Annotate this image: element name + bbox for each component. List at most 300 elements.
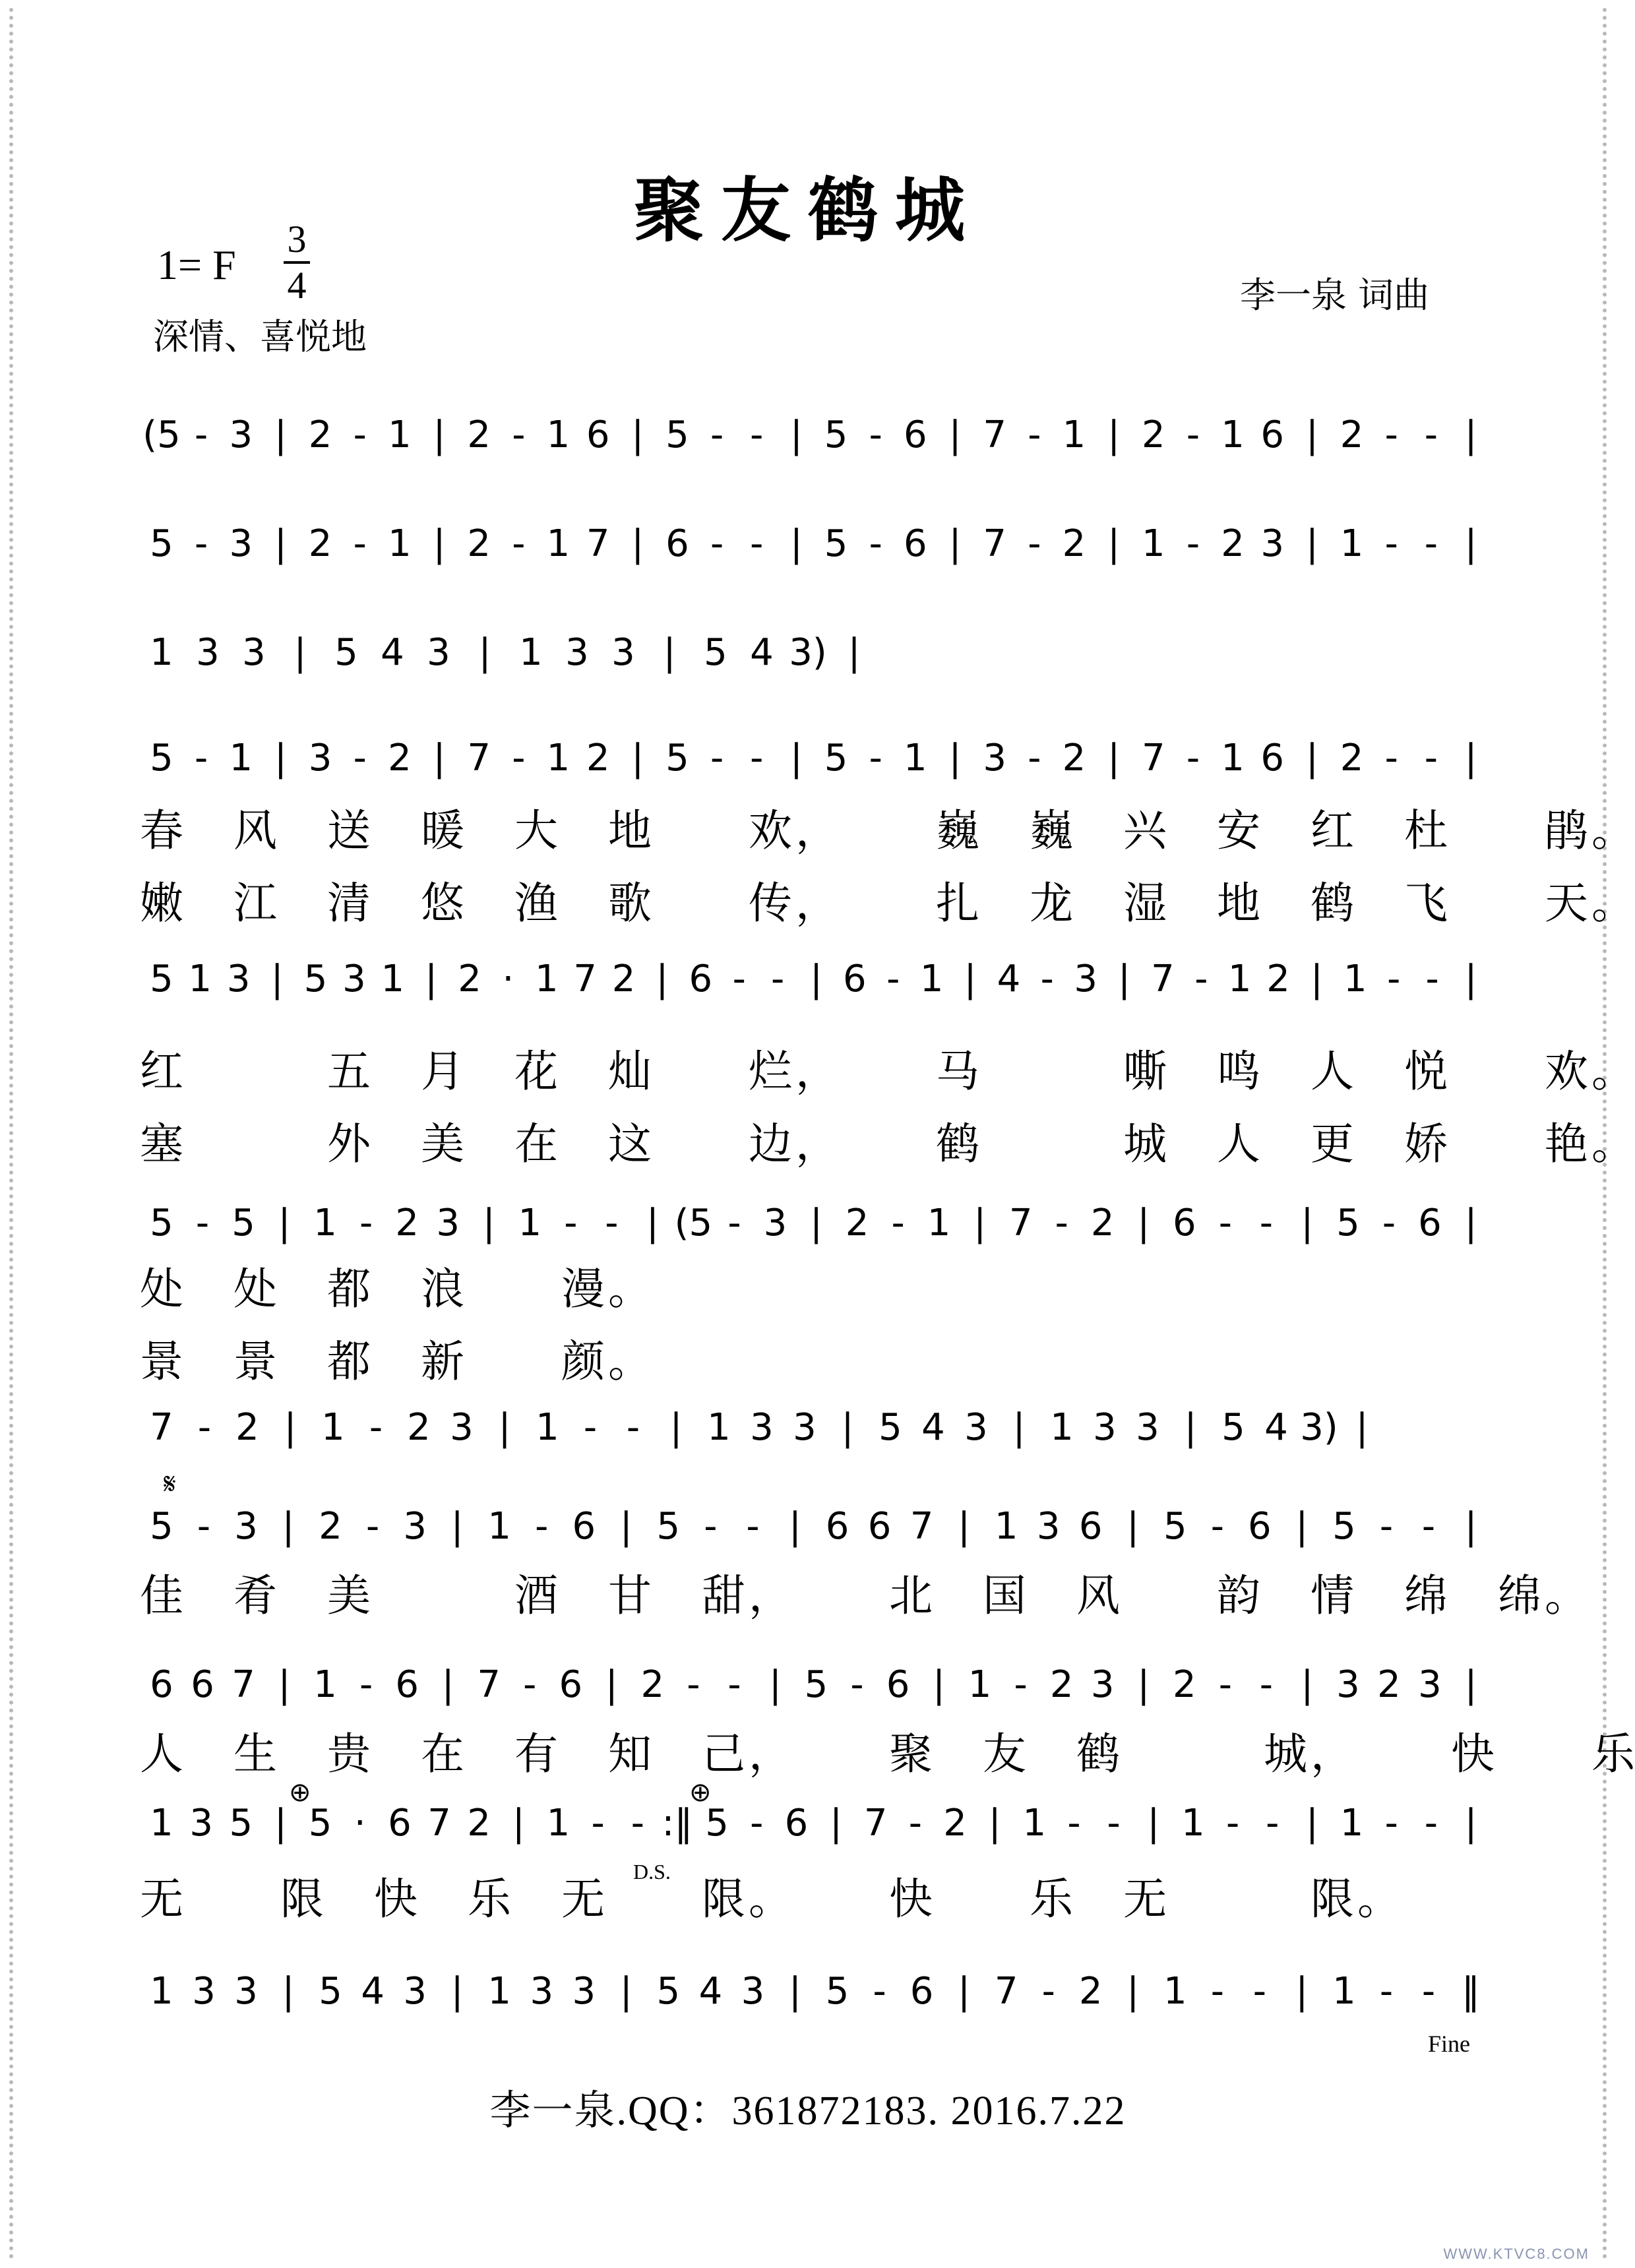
lyric-char: 月	[421, 1046, 464, 1097]
note: 3	[530, 1970, 554, 2013]
lyric-char: 欢	[1545, 1046, 1588, 1097]
lyric-char: 漫	[561, 1264, 605, 1314]
lyric-line	[140, 1725, 1635, 1784]
note: 3	[308, 737, 332, 780]
lyric-char: 这	[608, 1119, 652, 1169]
lyric-char: ，	[795, 1119, 839, 1169]
note: -	[704, 1505, 718, 1548]
note: -	[512, 414, 526, 456]
lyric-char: 己	[702, 1729, 745, 1779]
lyric-char: 。	[749, 1874, 792, 1924]
note: 6	[586, 414, 610, 456]
lyric-char: 龙	[1030, 878, 1073, 929]
note: 2	[1141, 414, 1165, 456]
barline: |	[619, 1505, 632, 1548]
lyric-char: 地	[608, 805, 652, 856]
barline: |	[274, 522, 287, 565]
barline: |	[1295, 1970, 1309, 2013]
note: -	[750, 522, 764, 565]
note: 1	[487, 1970, 512, 2013]
barline: |	[1137, 1663, 1150, 1706]
note: -	[908, 1802, 922, 1845]
barline: |	[450, 1970, 464, 2013]
note: -	[366, 1505, 380, 1548]
lyric-char: 城	[1123, 1119, 1167, 1169]
note: 1	[487, 1505, 512, 1548]
note: 1	[150, 631, 173, 674]
note: 5	[150, 1202, 173, 1244]
note: -	[1252, 1970, 1266, 2013]
note: -	[1425, 958, 1439, 1000]
note: 5	[150, 737, 173, 780]
note: 2	[1221, 522, 1245, 565]
note: 2	[407, 1406, 431, 1449]
note: ·	[354, 1802, 366, 1845]
note: 5	[824, 414, 848, 456]
lyric-char: 扎	[936, 878, 979, 929]
lyric-char: 绵	[1404, 1570, 1448, 1621]
note: 1	[904, 737, 927, 780]
note: 3	[611, 631, 635, 674]
barline: |	[663, 631, 676, 674]
lyric-char: ，	[749, 1570, 792, 1621]
barline: |	[958, 1970, 971, 2013]
lyric-char: 。	[1591, 878, 1635, 929]
lyric-char: 限	[280, 1874, 324, 1924]
note: 6	[689, 958, 713, 1000]
lyric-char: 送	[327, 805, 371, 856]
lyric-char: 都	[327, 1336, 371, 1387]
note: 2	[586, 737, 610, 780]
note: 3	[234, 1970, 258, 2013]
page-title: 聚友鹤城	[634, 170, 982, 251]
note: -	[1225, 1802, 1240, 1845]
note: 6	[395, 1663, 419, 1706]
barline: |	[1464, 737, 1477, 780]
barline: |	[1107, 522, 1121, 565]
lyric-char: 巍	[1030, 805, 1073, 856]
note: 3	[1336, 1663, 1360, 1706]
note: -	[1210, 1970, 1224, 2013]
note: 1	[388, 522, 412, 565]
lyric-char: ，	[1311, 1729, 1354, 1779]
note: 3	[229, 522, 253, 565]
lyric-char: 城	[1264, 1729, 1307, 1779]
note: -	[359, 1202, 373, 1244]
barline: |	[619, 1970, 632, 2013]
note: 5	[804, 1663, 828, 1706]
segno-mark: 𝄋	[164, 1467, 176, 1501]
lyric-char: 友	[983, 1729, 1026, 1779]
note: -	[195, 737, 208, 780]
note: -	[1028, 414, 1041, 456]
note: 6	[572, 1505, 596, 1548]
lyric-char: 欢	[749, 805, 792, 856]
lyric-char: 处	[233, 1264, 277, 1314]
note: -	[850, 1663, 864, 1706]
lyric-char: 在	[514, 1119, 558, 1169]
note: 5	[656, 1505, 681, 1548]
note: -	[886, 958, 900, 1000]
barline: |	[830, 1802, 842, 1845]
note: 5	[879, 1406, 902, 1449]
lyric-char: 地	[1217, 878, 1260, 929]
note: -	[1424, 737, 1438, 780]
barline: |	[1118, 958, 1130, 1000]
lyric-char: 浪	[421, 1264, 464, 1314]
note: 5	[705, 1802, 729, 1845]
note: 1	[321, 1406, 345, 1449]
note: (5	[142, 414, 181, 456]
notation-line	[148, 956, 1487, 1035]
note: -	[1028, 737, 1041, 780]
lyric-char: 。	[1591, 805, 1635, 856]
barline: |	[425, 958, 438, 1000]
lyric-char: ，	[795, 1046, 839, 1097]
lyric-char: 知	[608, 1729, 652, 1779]
lyric-char: 风	[233, 805, 277, 856]
lyric-char: 人	[1311, 1046, 1354, 1097]
barline: |	[498, 1406, 511, 1449]
note: 1	[1062, 414, 1086, 456]
note: 5	[150, 1505, 173, 1548]
lyric-line	[140, 801, 1635, 861]
note: 1	[1050, 1406, 1074, 1449]
lyric-char: 春	[140, 805, 183, 856]
barline: |	[789, 1505, 801, 1548]
note: 2	[1078, 1970, 1103, 2013]
barline: |	[274, 414, 287, 456]
note: 2	[388, 737, 412, 780]
lyric-char: 。	[1545, 1570, 1588, 1621]
note: -	[1186, 522, 1200, 565]
note: 5	[704, 631, 727, 674]
note: 2	[319, 1505, 342, 1548]
lyric-char: 北	[889, 1570, 933, 1621]
barline: |	[810, 958, 822, 1000]
note: 7	[231, 1663, 255, 1706]
barline: |	[1464, 1505, 1477, 1548]
note: 5	[824, 522, 848, 565]
note: 1	[919, 958, 944, 1000]
note: 3	[763, 1202, 787, 1244]
barline: |	[1464, 522, 1477, 565]
note: 1	[534, 958, 559, 1000]
note: 2	[1049, 1663, 1074, 1706]
note: 4	[698, 1970, 723, 2013]
barline: |	[656, 958, 669, 1000]
notation-line	[148, 1800, 1487, 1880]
barline: |	[1355, 1406, 1369, 1449]
barline: |	[973, 1202, 987, 1244]
note: 6	[825, 1505, 849, 1548]
lyric-char: 安	[1217, 805, 1260, 856]
lyric-char: 江	[233, 878, 277, 929]
note: 4	[1264, 1406, 1288, 1449]
note: 2	[611, 958, 636, 1000]
barline: |	[605, 1663, 618, 1706]
lyric-char: 边	[749, 1119, 792, 1169]
watermark: WWW.KTVC8.COM	[1443, 2246, 1589, 2262]
lyric-char: 颜	[561, 1336, 605, 1387]
note: 6	[1248, 1505, 1272, 1548]
note: -	[1424, 522, 1438, 565]
barline: |	[948, 522, 962, 565]
note: 1	[546, 414, 571, 456]
note: 7	[150, 1406, 173, 1449]
note: 3	[1260, 522, 1285, 565]
tempo-marking: 深情、喜悦地	[153, 316, 367, 357]
lyric-char: 处	[140, 1264, 183, 1314]
note: -	[605, 1202, 619, 1244]
note: 1	[313, 1202, 337, 1244]
barline: |	[433, 522, 446, 565]
lyric-char: 人	[1217, 1119, 1260, 1169]
note: -	[512, 737, 526, 780]
note: 3	[1093, 1406, 1117, 1449]
barline: |	[1464, 1202, 1477, 1244]
lyric-char: 杜	[1404, 805, 1448, 856]
note: -	[195, 1202, 210, 1244]
barline: |	[1464, 1802, 1477, 1845]
note: -	[1384, 737, 1398, 780]
lyric-char: 无	[561, 1874, 605, 1924]
note: 2	[235, 1406, 259, 1449]
note: -	[353, 522, 367, 565]
note: 3	[964, 1406, 988, 1449]
note: 6	[1260, 414, 1285, 456]
barline: |	[478, 631, 491, 674]
barline: |	[1126, 1970, 1140, 2013]
note: 1	[1022, 1802, 1047, 1845]
note: 2	[458, 958, 481, 1000]
note: 3	[403, 1970, 427, 2013]
lyric-char: 美	[421, 1119, 464, 1169]
note: 3	[750, 1406, 774, 1449]
note: 7	[910, 1505, 934, 1548]
note: 4	[361, 1970, 385, 2013]
lyric-char: ，	[795, 805, 839, 856]
note: 2	[308, 522, 332, 565]
lyric-char: 渔	[514, 878, 558, 929]
lyric-line	[140, 1042, 1635, 1101]
time-denominator: 4	[287, 264, 307, 307]
note: 1	[1332, 1970, 1356, 2013]
note: 3	[1090, 1663, 1115, 1706]
note: 6	[1260, 737, 1285, 780]
barline: |	[1184, 1406, 1197, 1449]
note: 5	[334, 631, 358, 674]
note: 1	[546, 522, 571, 565]
note: 1	[381, 958, 405, 1000]
lyric-char: 无	[140, 1874, 183, 1924]
notation-line	[148, 1969, 1487, 2048]
note: 1	[518, 1202, 542, 1244]
time-numerator: 3	[287, 218, 307, 261]
note: 5	[1332, 1505, 1356, 1548]
lyric-char: 人	[140, 1729, 183, 1779]
barline: |	[646, 1202, 659, 1244]
note: 3	[741, 1970, 765, 2013]
barline: |	[1107, 737, 1121, 780]
note: ·	[502, 958, 514, 1000]
notation-line	[148, 1405, 1487, 1484]
barline: |	[841, 1406, 854, 1449]
note: 3	[342, 958, 366, 1000]
note: 1	[546, 737, 571, 780]
note: 6	[1078, 1505, 1103, 1548]
note: 2	[640, 1663, 665, 1706]
note: -	[195, 414, 208, 456]
note: 5	[825, 1970, 849, 2013]
note: 6	[1172, 1202, 1196, 1244]
barline: |	[789, 737, 803, 780]
barline: |	[1295, 1505, 1309, 1548]
lyric-char: 马	[936, 1046, 979, 1097]
note: 5	[229, 1802, 253, 1845]
lyric-char: 美	[327, 1570, 371, 1621]
barline: |	[274, 737, 287, 780]
note: -	[1210, 1505, 1224, 1548]
barline: |	[789, 414, 803, 456]
lyric-char: 快	[1451, 1729, 1495, 1779]
note: 5	[319, 1970, 342, 2013]
lyric-line	[140, 1870, 1487, 1929]
note: 6	[867, 1505, 892, 1548]
note: -	[1379, 1970, 1394, 2013]
lyric-char: 悦	[1404, 1046, 1448, 1097]
barline: |	[810, 1202, 822, 1244]
note: -	[631, 1802, 644, 1845]
barline: |	[441, 1663, 454, 1706]
note: 5	[231, 1202, 255, 1244]
note: -	[869, 522, 882, 565]
note: 3	[427, 631, 450, 674]
note: -	[1384, 1802, 1398, 1845]
notation-line	[142, 412, 1487, 491]
note: 3	[242, 631, 266, 674]
barline: |	[631, 414, 644, 456]
note: 1	[1221, 414, 1245, 456]
lyric-char: 烂	[749, 1046, 792, 1097]
note: 3	[793, 1406, 817, 1449]
lyric-char: 嘶	[1123, 1046, 1167, 1097]
lyric-char: ，	[795, 878, 839, 929]
note: 3	[450, 1406, 474, 1449]
note: 3	[403, 1505, 427, 1548]
barline: |	[958, 1505, 971, 1548]
barline: |	[789, 1970, 801, 2013]
note: -	[1421, 1505, 1436, 1548]
note: 6	[1418, 1202, 1442, 1244]
note: 4	[921, 1406, 945, 1449]
note: -	[369, 1406, 383, 1449]
note: -	[750, 1802, 764, 1845]
note: 6	[665, 522, 689, 565]
note: 5	[665, 737, 689, 780]
barline: |	[1311, 958, 1323, 1000]
note: 5	[656, 1970, 681, 2013]
lyric-char: 风	[1076, 1570, 1120, 1621]
lyric-char: 肴	[233, 1570, 277, 1621]
note: -	[195, 522, 208, 565]
note: -	[1186, 414, 1200, 456]
barline: |	[1012, 1406, 1026, 1449]
coda-mark: ⊕	[289, 1777, 311, 1808]
note: -	[1218, 1663, 1232, 1706]
note: 1	[388, 414, 412, 456]
note: -	[750, 414, 764, 456]
lyric-char: 。	[1591, 1046, 1635, 1097]
note: -	[732, 958, 746, 1000]
note: -	[1041, 1970, 1055, 2013]
barline: |	[631, 737, 644, 780]
note: -	[750, 737, 764, 780]
barline: |	[948, 737, 962, 780]
lyric-char: 天	[1545, 878, 1588, 929]
note: -	[1218, 1202, 1232, 1244]
note: 1	[1221, 737, 1245, 780]
barline: |	[1305, 737, 1318, 780]
note: 5	[150, 522, 173, 565]
barline: ‖	[1462, 1970, 1480, 2013]
note: -	[1379, 1505, 1394, 1548]
note: -	[353, 414, 367, 456]
barline: |	[1301, 1663, 1314, 1706]
key-signature: 1= F	[157, 241, 236, 288]
note: 2	[943, 1802, 967, 1845]
note: 6	[784, 1802, 809, 1845]
barline: |	[948, 414, 962, 456]
lyric-char: 贵	[327, 1729, 371, 1779]
note: 3	[234, 1505, 258, 1548]
note: -	[1186, 737, 1200, 780]
note: -	[710, 522, 724, 565]
lyric-char: 塞	[140, 1119, 183, 1169]
note: 5	[308, 1802, 332, 1845]
note: -	[687, 1663, 700, 1706]
note: 7	[863, 1802, 888, 1845]
barline: |	[512, 1802, 525, 1845]
note: 3	[436, 1202, 460, 1244]
note: 3	[565, 631, 589, 674]
lyric-char: 景	[233, 1336, 277, 1387]
note: 2	[467, 1802, 491, 1845]
lyric-char: 甘	[608, 1570, 652, 1621]
note: 3	[192, 1970, 216, 2013]
note: -	[1040, 958, 1054, 1000]
barline: |	[282, 1970, 295, 2013]
note: 3	[572, 1970, 596, 2013]
barline: |	[988, 1802, 1001, 1845]
note: 6	[388, 1802, 412, 1845]
lyric-char: 红	[1311, 805, 1354, 856]
lyric-char: 湿	[1123, 878, 1167, 929]
barline: |	[1147, 1802, 1160, 1845]
lyric-char: 暖	[421, 805, 464, 856]
note: -	[1382, 1202, 1396, 1244]
note: 3	[1036, 1505, 1061, 1548]
lyric-char: 传	[749, 878, 792, 929]
lyric-char: 。	[608, 1336, 652, 1387]
note: 3	[229, 414, 253, 456]
note: -	[1194, 958, 1208, 1000]
note: 2	[1377, 1663, 1401, 1706]
note: 1	[546, 1802, 571, 1845]
note: -	[1384, 414, 1398, 456]
lyric-char: ，	[749, 1729, 792, 1779]
note: 3	[1418, 1663, 1442, 1706]
